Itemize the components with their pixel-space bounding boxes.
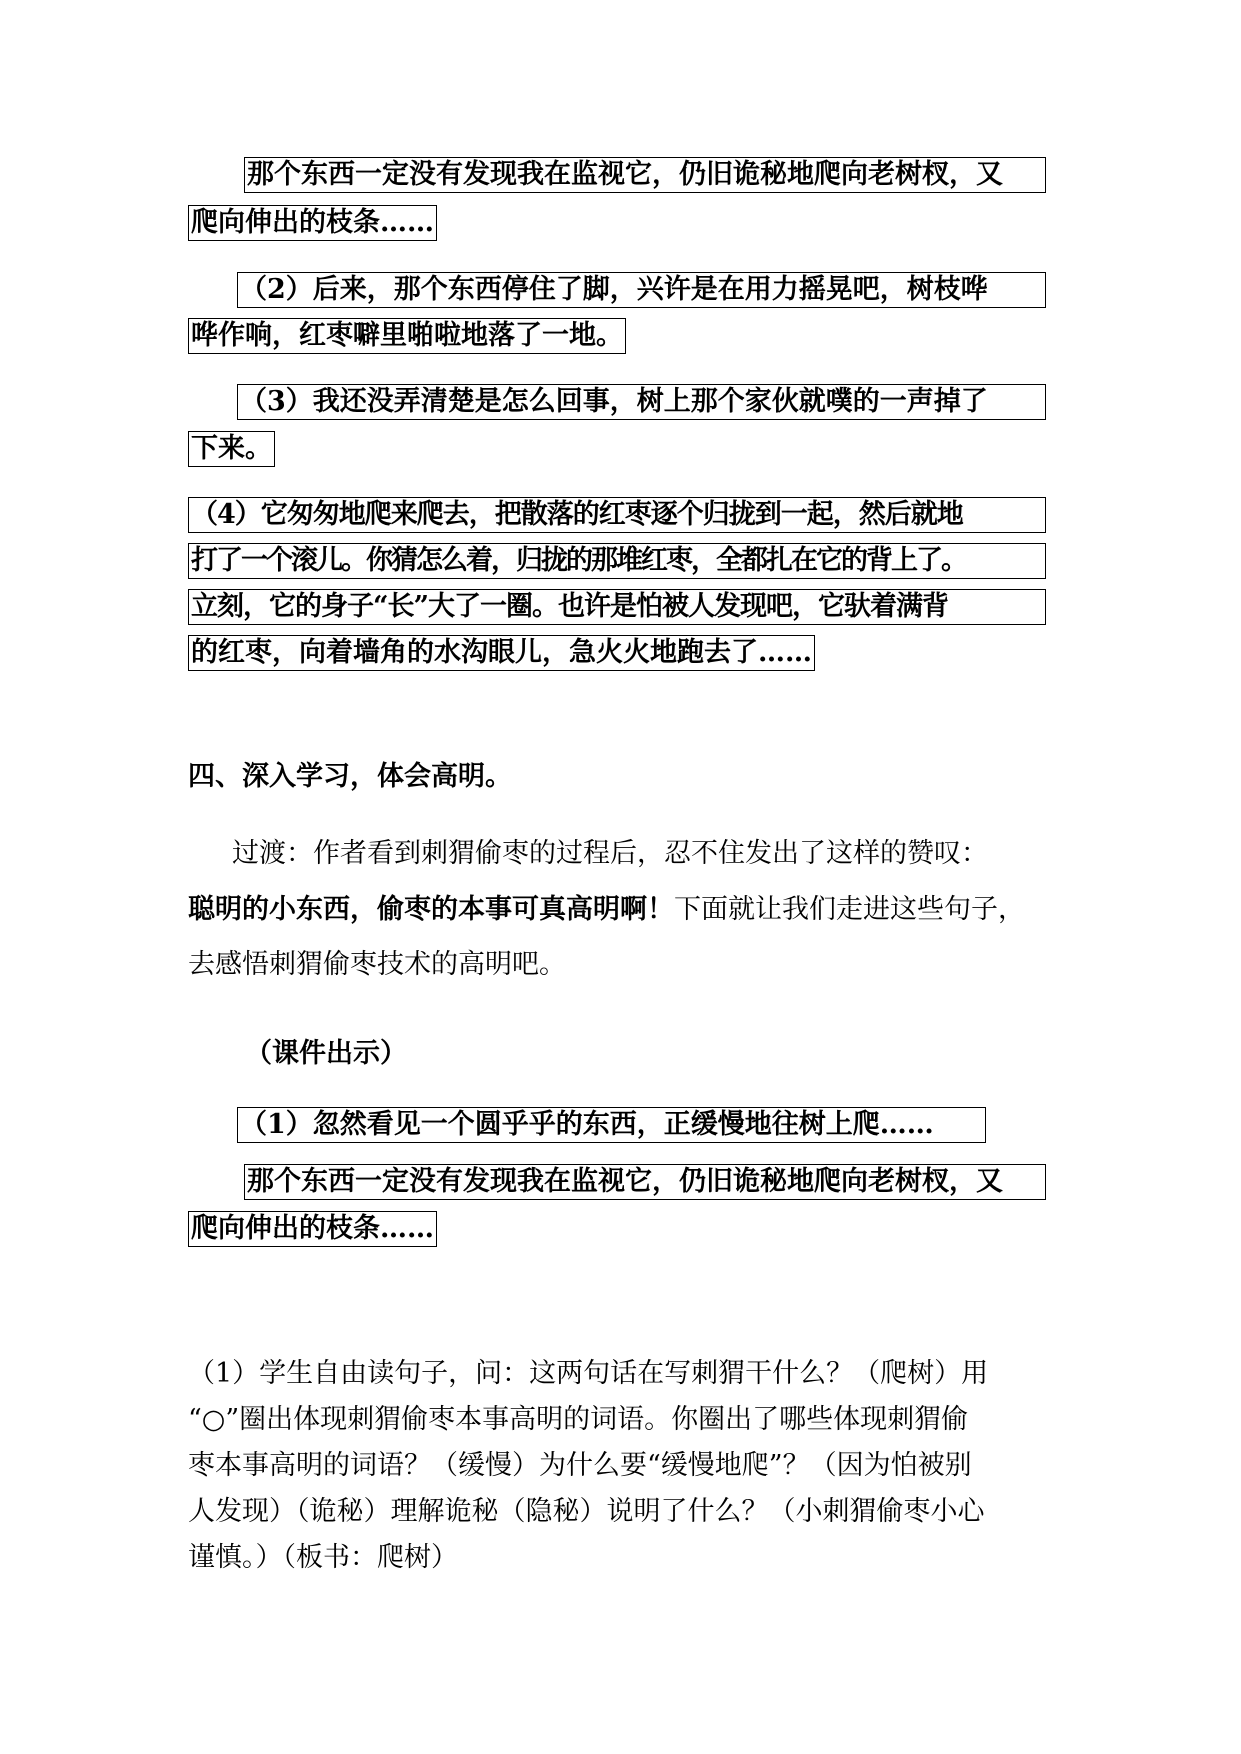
boxed-line: 的红枣，向着墙角的水沟眼儿，急火火地跑去了…… [188,635,815,671]
boxed-line: （4）它匆匆地爬来爬去，把散落的红枣逐个归拢到一起，然后就地 [188,497,1046,533]
boxed-line: （3）我还没弄清楚是怎么回事，树上那个家伙就噗的一声掉了 [237,384,1046,420]
courseware-label: （课件出示） [245,1038,407,1069]
boxed-line: 立刻，它的身子“长”大了一圈。也许是怕被人发现吧，它驮着满背 [188,589,1046,625]
transition-line: 过渡：作者看到刺猬偷枣的过程后，忍不住发出了这样的赞叹： [232,838,988,869]
boxed-line: 下来。 [188,431,275,467]
boxed-line: （1）忽然看见一个圆乎乎的东西，正缓慢地往树上爬…… [237,1107,986,1143]
section-heading: 四、深入学习，体会高明。 [188,761,512,792]
boxed-line: 爬向伸出的枝条…… [188,205,437,241]
boxed-line: 那个东西一定没有发现我在监视它，仍旧诡秘地爬向老树杈，又 [244,1164,1046,1200]
discussion-line: “○”圈出体现刺猬偷枣本事高明的词语。你圈出了哪些体现刺猬偷 [188,1404,969,1435]
boxed-line: 哗作响，红枣噼里啪啦地落了一地。 [188,318,626,354]
boxed-line: 爬向伸出的枝条…… [188,1211,437,1247]
discussion-line: 枣本事高明的词语？（缓慢）为什么要“缓慢地爬”？（因为怕被别 [188,1450,972,1481]
boxed-line: （2）后来，那个东西停住了脚，兴许是在用力摇晃吧，树枝哗 [237,272,1046,308]
boxed-line: 打了一个滚儿。你猜怎么着，归拢的那堆红枣，全都扎在它的背上了。 [188,543,1046,579]
exclamation-quote: 聪明的小东西，偷枣的本事可真高明啊！ [188,894,674,925]
transition-line [188,893,1025,927]
transition-rest: 下面就让我们走进这些句子， [674,894,1025,925]
discussion-line: （1）学生自由读句子，问：这两句话在写刺猬干什么？（爬树）用 [188,1358,989,1389]
discussion-line: 人发现）（诡秘）理解诡秘（隐秘）说明了什么？（小刺猬偷枣小心 [188,1496,985,1527]
transition-line: 去感悟刺猬偷枣技术的高明吧。 [188,949,566,980]
boxed-line: 那个东西一定没有发现我在监视它，仍旧诡秘地爬向老树杈，又 [244,157,1046,193]
discussion-line: 谨慎。）（板书：爬树） [188,1542,458,1573]
